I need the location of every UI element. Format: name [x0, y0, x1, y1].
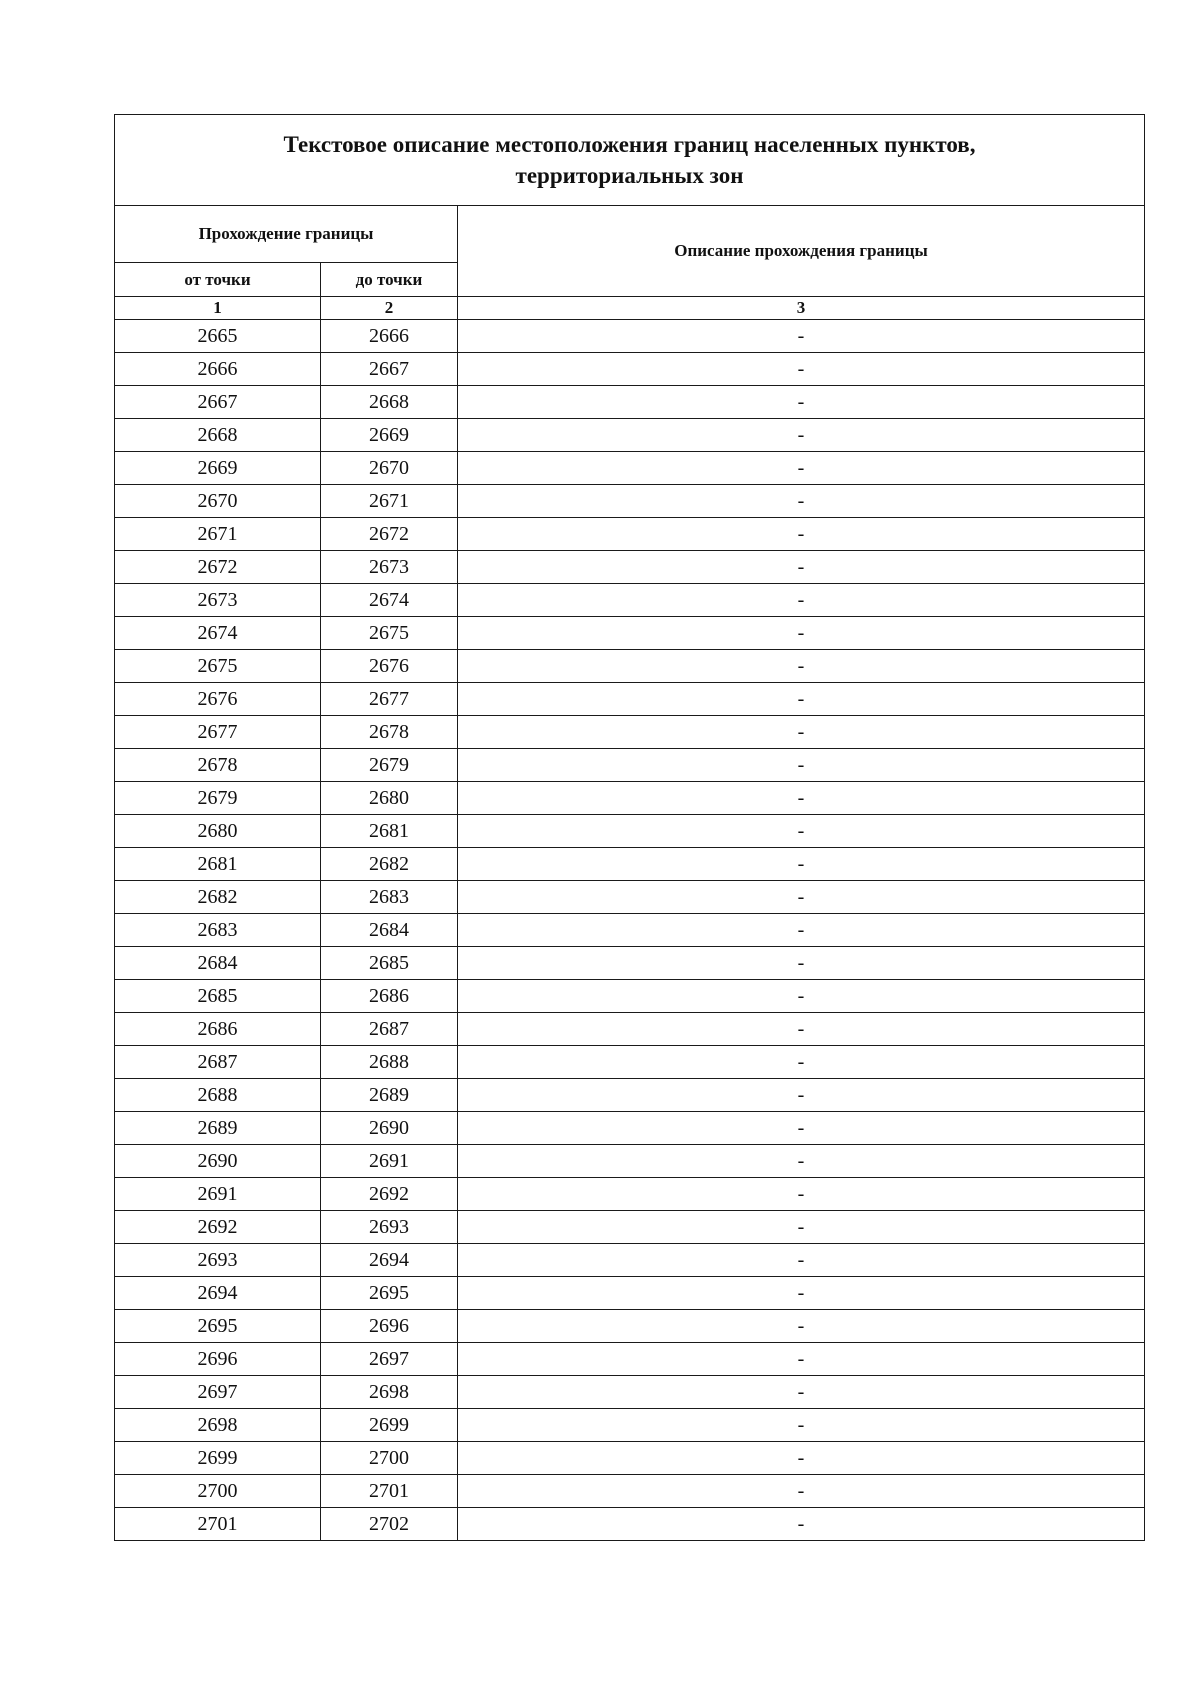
cell-to-point: 2671	[321, 485, 458, 518]
cell-description: -	[458, 320, 1145, 353]
cell-from-point: 2693	[115, 1244, 321, 1277]
cell-from-point: 2686	[115, 1013, 321, 1046]
cell-from-point: 2667	[115, 386, 321, 419]
cell-description: -	[458, 1343, 1145, 1376]
cell-from-point: 2678	[115, 749, 321, 782]
cell-to-point: 2695	[321, 1277, 458, 1310]
cell-to-point: 2669	[321, 419, 458, 452]
cell-to-point: 2679	[321, 749, 458, 782]
cell-from-point: 2675	[115, 650, 321, 683]
cell-to-point: 2672	[321, 518, 458, 551]
table-row	[115, 1145, 1145, 1178]
cell-description: -	[458, 1046, 1145, 1079]
table-row	[115, 1079, 1145, 1112]
cell-description: -	[458, 815, 1145, 848]
cell-to-point: 2701	[321, 1475, 458, 1508]
cell-from-point: 2681	[115, 848, 321, 881]
cell-description: -	[458, 1442, 1145, 1475]
cell-description: -	[458, 353, 1145, 386]
cell-description: -	[458, 650, 1145, 683]
column-number-1: 1	[115, 297, 321, 320]
cell-to-point: 2698	[321, 1376, 458, 1409]
header-description: Описание прохождения границы	[458, 206, 1145, 297]
cell-from-point: 2683	[115, 914, 321, 947]
cell-from-point: 2673	[115, 584, 321, 617]
cell-to-point: 2697	[321, 1343, 458, 1376]
cell-description: -	[458, 617, 1145, 650]
cell-from-point: 2672	[115, 551, 321, 584]
table-row	[115, 353, 1145, 386]
table-row	[115, 584, 1145, 617]
table-title	[115, 115, 1145, 206]
table-row	[115, 551, 1145, 584]
table-row	[115, 1508, 1145, 1541]
cell-from-point: 2700	[115, 1475, 321, 1508]
table-row	[115, 815, 1145, 848]
table-row	[115, 1310, 1145, 1343]
table-row	[115, 914, 1145, 947]
table-row	[115, 683, 1145, 716]
cell-to-point: 2677	[321, 683, 458, 716]
cell-description: -	[458, 1079, 1145, 1112]
cell-from-point: 2665	[115, 320, 321, 353]
cell-to-point: 2686	[321, 980, 458, 1013]
cell-from-point: 2679	[115, 782, 321, 815]
column-number-3: 3	[458, 297, 1145, 320]
cell-from-point: 2699	[115, 1442, 321, 1475]
cell-description: -	[458, 1211, 1145, 1244]
cell-description: -	[458, 947, 1145, 980]
cell-description: -	[458, 980, 1145, 1013]
table-row	[115, 1211, 1145, 1244]
cell-to-point: 2678	[321, 716, 458, 749]
table-row	[115, 518, 1145, 551]
cell-to-point: 2689	[321, 1079, 458, 1112]
table-row	[115, 1409, 1145, 1442]
cell-description: -	[458, 485, 1145, 518]
table-row	[115, 452, 1145, 485]
column-number-row	[115, 297, 1145, 320]
cell-from-point: 2676	[115, 683, 321, 716]
cell-description: -	[458, 1310, 1145, 1343]
cell-from-point: 2684	[115, 947, 321, 980]
cell-to-point: 2688	[321, 1046, 458, 1079]
table-row	[115, 1112, 1145, 1145]
cell-to-point: 2687	[321, 1013, 458, 1046]
cell-from-point: 2687	[115, 1046, 321, 1079]
cell-to-point: 2699	[321, 1409, 458, 1442]
table-row	[115, 947, 1145, 980]
cell-to-point: 2700	[321, 1442, 458, 1475]
cell-description: -	[458, 584, 1145, 617]
cell-to-point: 2684	[321, 914, 458, 947]
header-from-point: от точки	[115, 263, 321, 297]
cell-description: -	[458, 1178, 1145, 1211]
cell-to-point: 2674	[321, 584, 458, 617]
cell-from-point: 2671	[115, 518, 321, 551]
cell-description: -	[458, 1112, 1145, 1145]
cell-from-point: 2696	[115, 1343, 321, 1376]
cell-to-point: 2693	[321, 1211, 458, 1244]
cell-from-point: 2692	[115, 1211, 321, 1244]
column-number-2: 2	[321, 297, 458, 320]
table-row	[115, 848, 1145, 881]
cell-to-point: 2682	[321, 848, 458, 881]
table-row	[115, 1046, 1145, 1079]
cell-description: -	[458, 551, 1145, 584]
table-row	[115, 1178, 1145, 1211]
header-boundary-passage: Прохождение границы	[115, 206, 458, 263]
cell-from-point: 2701	[115, 1508, 321, 1541]
cell-to-point: 2696	[321, 1310, 458, 1343]
table-row	[115, 1475, 1145, 1508]
cell-from-point: 2698	[115, 1409, 321, 1442]
cell-to-point: 2685	[321, 947, 458, 980]
cell-to-point: 2681	[321, 815, 458, 848]
table-title-line-2: территориальных зон	[515, 163, 744, 188]
title-row	[115, 115, 1145, 206]
table-row	[115, 485, 1145, 518]
cell-description: -	[458, 848, 1145, 881]
cell-description: -	[458, 1508, 1145, 1541]
cell-to-point: 2702	[321, 1508, 458, 1541]
table-row	[115, 881, 1145, 914]
table-row	[115, 320, 1145, 353]
cell-to-point: 2692	[321, 1178, 458, 1211]
cell-to-point: 2683	[321, 881, 458, 914]
cell-description: -	[458, 1475, 1145, 1508]
cell-description: -	[458, 716, 1145, 749]
header-row-1	[115, 206, 1145, 263]
cell-description: -	[458, 386, 1145, 419]
cell-description: -	[458, 881, 1145, 914]
cell-description: -	[458, 914, 1145, 947]
cell-description: -	[458, 1244, 1145, 1277]
table-row	[115, 749, 1145, 782]
cell-from-point: 2682	[115, 881, 321, 914]
table-row	[115, 386, 1145, 419]
cell-description: -	[458, 1409, 1145, 1442]
table-row	[115, 617, 1145, 650]
table-row	[115, 1277, 1145, 1310]
cell-description: -	[458, 1145, 1145, 1178]
cell-from-point: 2694	[115, 1277, 321, 1310]
table-row	[115, 782, 1145, 815]
cell-to-point: 2675	[321, 617, 458, 650]
cell-to-point: 2673	[321, 551, 458, 584]
table-title-line-1: Текстовое описание местоположения границ населенных пунктов,	[283, 132, 976, 157]
table-row	[115, 1244, 1145, 1277]
table-row	[115, 1442, 1145, 1475]
cell-description: -	[458, 782, 1145, 815]
table-row	[115, 1013, 1145, 1046]
cell-description: -	[458, 749, 1145, 782]
cell-to-point: 2676	[321, 650, 458, 683]
cell-from-point: 2666	[115, 353, 321, 386]
table-row	[115, 650, 1145, 683]
cell-description: -	[458, 452, 1145, 485]
cell-description: -	[458, 1277, 1145, 1310]
boundary-table	[114, 114, 1145, 1541]
cell-from-point: 2674	[115, 617, 321, 650]
cell-to-point: 2667	[321, 353, 458, 386]
cell-from-point: 2691	[115, 1178, 321, 1211]
cell-from-point: 2668	[115, 419, 321, 452]
cell-from-point: 2689	[115, 1112, 321, 1145]
table-body	[115, 115, 1145, 1541]
header-to-point: до точки	[321, 263, 458, 297]
cell-to-point: 2666	[321, 320, 458, 353]
cell-from-point: 2685	[115, 980, 321, 1013]
table-row	[115, 1343, 1145, 1376]
cell-from-point: 2688	[115, 1079, 321, 1112]
cell-to-point: 2668	[321, 386, 458, 419]
cell-from-point: 2670	[115, 485, 321, 518]
cell-description: -	[458, 1013, 1145, 1046]
cell-to-point: 2670	[321, 452, 458, 485]
cell-from-point: 2680	[115, 815, 321, 848]
cell-to-point: 2694	[321, 1244, 458, 1277]
cell-description: -	[458, 419, 1145, 452]
table-row	[115, 716, 1145, 749]
cell-description: -	[458, 683, 1145, 716]
cell-from-point: 2695	[115, 1310, 321, 1343]
table-row	[115, 419, 1145, 452]
table-row	[115, 980, 1145, 1013]
cell-to-point: 2691	[321, 1145, 458, 1178]
cell-from-point: 2677	[115, 716, 321, 749]
cell-description: -	[458, 518, 1145, 551]
cell-description: -	[458, 1376, 1145, 1409]
cell-to-point: 2680	[321, 782, 458, 815]
table-row	[115, 1376, 1145, 1409]
cell-from-point: 2697	[115, 1376, 321, 1409]
cell-from-point: 2690	[115, 1145, 321, 1178]
cell-from-point: 2669	[115, 452, 321, 485]
cell-to-point: 2690	[321, 1112, 458, 1145]
